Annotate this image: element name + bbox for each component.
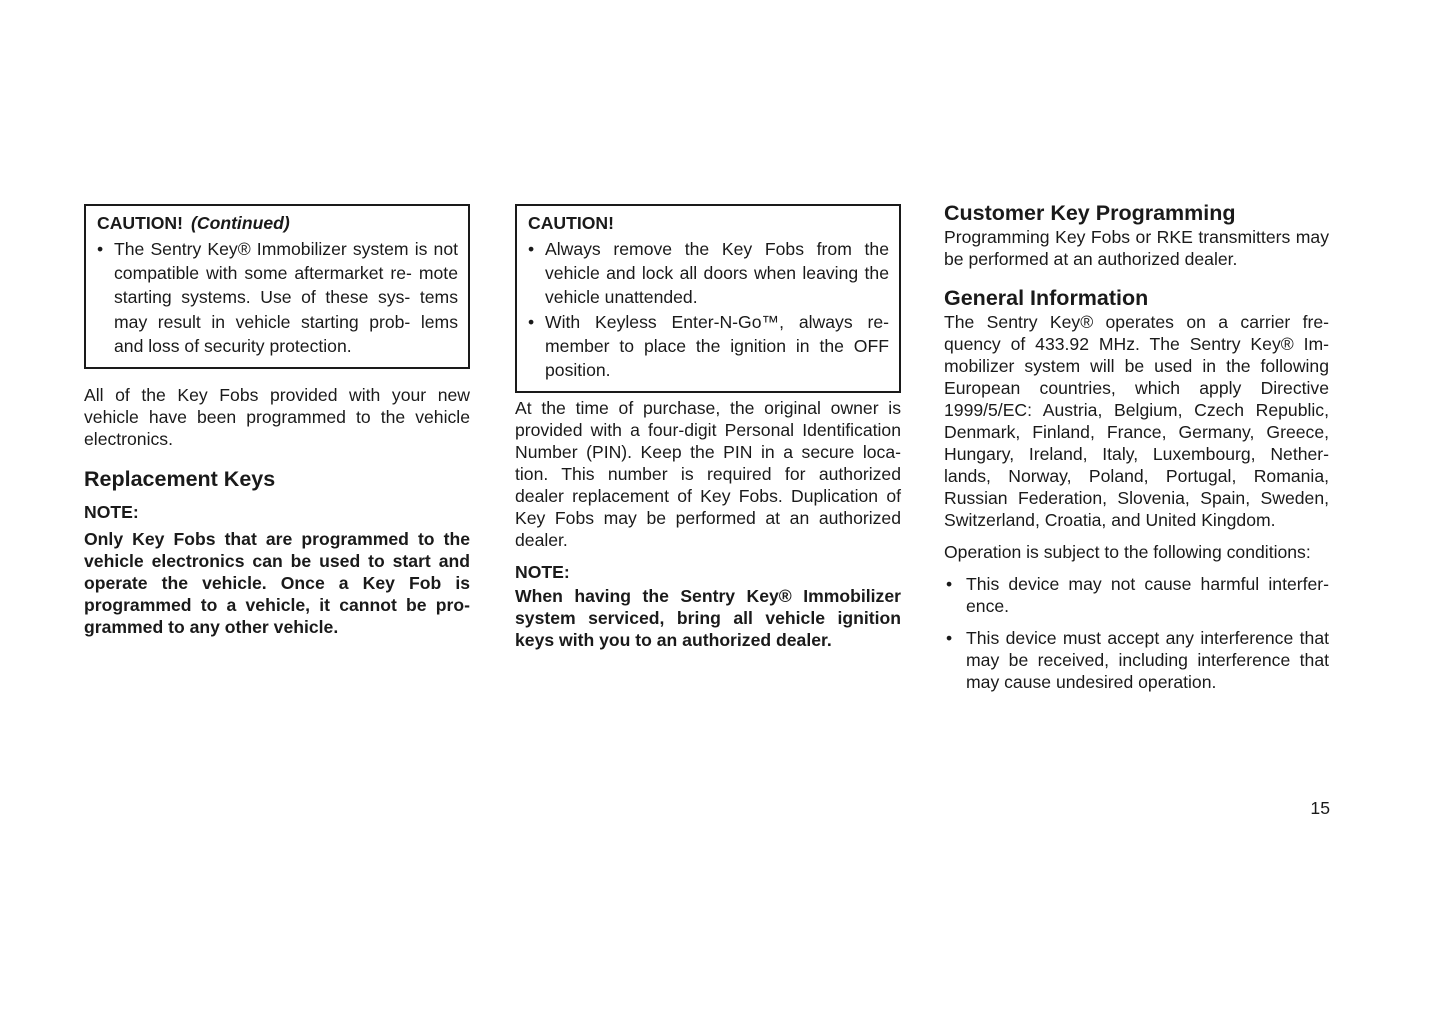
general-information-heading: General Information bbox=[944, 286, 1149, 310]
general-information-paragraph: The Sentry Key® operates on a carrier fre- quency of 433.92 MHz. The Sentry Key® Im- mobilizer system will be used in the following European countries, which apply Directive 1999/5/EC: Austria, Belgium, Czech Republic, Denmark, Finland, France, Germany, Greece, Hungary, Ireland, Italy, Luxembourg, Nether- lands, Norway, Poland, Portugal, Romania, Russian Federation, Slovenia, Spain, Sweden, Switzerland, Croatia, and United Kingdom. bbox=[944, 312, 1329, 530]
customer-key-programming-heading: Customer Key Programming bbox=[944, 201, 1236, 225]
bullet-icon: • bbox=[946, 574, 953, 594]
caution-bullet: • Always remove the Key Fobs from the vehicle and lock all doors when leaving the vehicle unattended. bbox=[528, 239, 889, 308]
caution-title: CAUTION! bbox=[528, 213, 615, 233]
column-left bbox=[84, 0, 470, 638]
column-middle bbox=[515, 0, 901, 651]
page-number: 15 bbox=[1310, 798, 1330, 818]
key-fobs-paragraph: All of the Key Fobs provided with your new vehicle have been programmed to the vehicle electronics. bbox=[84, 385, 470, 450]
condition-bullet: • This device must accept any interference that may be received, including interference that may cause undesired operation. bbox=[946, 628, 1329, 692]
caution-bullet-list bbox=[528, 237, 889, 382]
bullet-icon: • bbox=[528, 239, 535, 259]
note-text: When having the Sentry Key® Immobilizer system serviced, bring all vehicle ignition keys with you to an authorized dealer. bbox=[515, 586, 901, 651]
caution-title: CAUTION! (Continued) bbox=[97, 213, 290, 233]
caution-continued: (Continued) bbox=[191, 213, 290, 233]
caution-box bbox=[515, 204, 901, 393]
replacement-keys-heading: Replacement Keys bbox=[84, 467, 276, 492]
bullet-icon: • bbox=[97, 239, 104, 259]
caution-bullet: • The Sentry Key® Immobilizer system is not compatible with some aftermarket re- mote starting systems. Use of these sys- tems may result in vehicle starting prob- lems and loss of security protection. bbox=[97, 239, 458, 356]
note-text: Only Key Fobs that are programmed to the vehicle electronics can be used to start and operate the vehicle. Once a Key Fob is programmed to a vehicle, it cannot be pro- grammed to any other vehicle. bbox=[84, 529, 470, 638]
caution-bullet-list bbox=[97, 237, 458, 358]
conditions-bullet-list bbox=[944, 573, 1329, 693]
note-label: NOTE: bbox=[84, 502, 139, 523]
conditions-paragraph: Operation is subject to the following conditions: bbox=[944, 542, 1311, 562]
column-right bbox=[944, 0, 1329, 693]
condition-bullet: • This device may not cause harmful interfer- ence. bbox=[946, 574, 1329, 616]
caution-box-continued bbox=[84, 204, 470, 369]
bullet-icon: • bbox=[946, 628, 953, 648]
pin-paragraph: At the time of purchase, the original owner is provided with a four-digit Personal Identification Number (PIN). Keep the PIN in a secure loca- tion. This number is required for authorized dealer replacement of Key Fobs. Duplication of Key Fobs may be performed at an authorized dealer. bbox=[515, 398, 901, 551]
bullet-icon: • bbox=[528, 311, 535, 332]
caution-bullet: • With Keyless Enter-N-Go™, always re- member to place the ignition in the OFF position. bbox=[528, 311, 889, 381]
note-label: NOTE: bbox=[515, 562, 570, 583]
programming-paragraph: Programming Key Fobs or RKE transmitters may be performed at an authorized dealer. bbox=[944, 227, 1329, 269]
